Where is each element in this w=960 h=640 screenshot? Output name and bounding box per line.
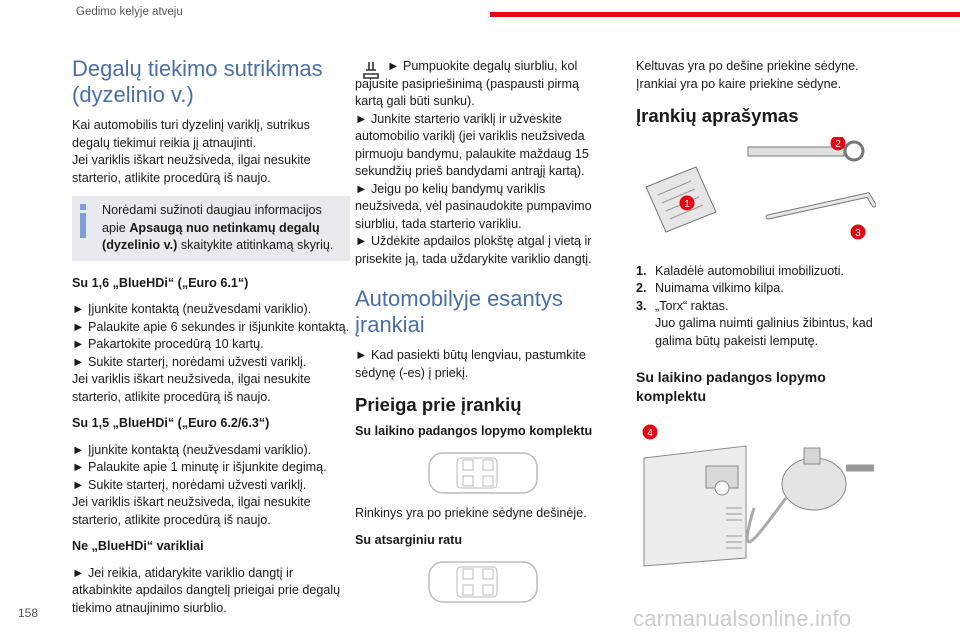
svg-text:2: 2 xyxy=(835,138,841,150)
paragraph: Kai automobilis turi dyzelinį variklį, sutrikus degalų tiekimui reikia jį atnaujinti. xyxy=(72,118,310,150)
compressor-icon xyxy=(644,446,746,566)
subheading: Su laikino padangos lopymo komplektu xyxy=(636,369,826,404)
step: ► Pakartokite procedūrą 10 kartų. xyxy=(72,337,264,351)
paragraph: Jei variklis iškart neužsiveda, ilgai nesukite starterio, atlikite procedūrą iš naujo. xyxy=(72,495,311,527)
heading: Įrankių aprašymas xyxy=(636,105,799,126)
heading: Prieiga prie įrankių xyxy=(355,394,522,415)
step: ► Junkite starterio variklį ir užveskite automobilio variklį (jei variklis neužsiveda pirmuoju bandymu, palaukite maždaug 15 sekundžių prieš bandydami antrąjį kartą). xyxy=(355,111,589,178)
watermark: carmanualsonline.info xyxy=(633,606,852,631)
note-text: skaitykite atitinkamą skyrių. xyxy=(177,238,334,252)
paragraph: Rinkinys yra po priekine sėdyne dešinėje. xyxy=(355,506,587,520)
column-1 xyxy=(72,56,350,617)
page-number: 158 xyxy=(18,606,39,620)
step: ► Įjunkite kontaktą (neužvesdami variklio). xyxy=(72,302,312,316)
subheading: Su 1,5 „BlueHDi“ („Euro 6.2/6.3“) xyxy=(72,416,270,430)
section-title: Degalų tiekimo sutrikimas (dyzelinio v.) xyxy=(72,56,323,107)
svg-text:3: 3 xyxy=(855,227,861,239)
repair-kit-illustration xyxy=(636,418,886,568)
header-accent-bar xyxy=(490,12,960,17)
step: ► Kad pasiekti būtų lengviau, pastumkite sėdynę (-es) į priekį. xyxy=(355,348,586,380)
column-2 xyxy=(355,58,610,605)
towing-eye-icon xyxy=(748,142,863,160)
badge-3 xyxy=(851,224,866,239)
step: ► Jei reikia, atidarykite variklio dangtį ir atkabinkite apdailos dangtelį prieigai prie degalų tiekimo atnaujinimo siurblio. xyxy=(72,565,341,615)
step: ► Įjunkite kontaktą (neužvesdami variklio). xyxy=(72,442,312,457)
list-item: 1. Kaladėlė automobiliui imobilizuoti. xyxy=(636,263,845,278)
paragraph: Įrankiai yra po kaire priekine sėdyne. xyxy=(636,76,842,91)
subheading: Ne „BlueHDi“ varikliai xyxy=(72,539,204,553)
step: ► Sukite starterį, norėdami užvesti variklį. xyxy=(72,477,307,492)
car-top-view-icon xyxy=(427,450,539,496)
subheading: Su 1,6 „BlueHDi“ („Euro 6.1“) xyxy=(72,275,249,290)
step: ► Jeigu po kelių bandymų variklis neužsiveda, vėl pasinaudokite pumpavimo siurbliu, tada starterio varikliu. xyxy=(355,181,592,231)
note-bold: Apsaugą nuo netinkamų degalų (dyzelinio v.) xyxy=(102,220,320,252)
running-header: Gedimo kelyje atveju xyxy=(76,6,183,18)
step: ► Uždėkite apdailos plokštę atgal į vietą ir prisekite ją, tada uždarykite variklio dangtį. xyxy=(355,234,592,266)
torx-key-icon xyxy=(768,195,874,217)
paragraph: Jei variklis iškart neužsiveda, ilgai nesukite starterio, atlikite procedūrą iš naujo. xyxy=(72,153,311,185)
svg-text:4: 4 xyxy=(647,428,653,439)
info-icon xyxy=(80,204,86,238)
list-item-detail: Juo galima nuimti galinius žibintus, kad galima būtų pakeisti lemputę. xyxy=(655,316,873,348)
svg-text:1: 1 xyxy=(684,198,690,210)
step: ► Pumpuokite degalų siurbliu, kol pajusite pasipriešinimą (paspausti pirmą kartą gali būti sunku). xyxy=(355,59,579,108)
step: ► Palaukite apie 1 minutę ir išjunkite degimą. xyxy=(72,460,327,474)
hand-pump-icon xyxy=(361,60,381,82)
info-note xyxy=(72,196,350,261)
badge-1 xyxy=(680,195,695,210)
car-top-view-icon xyxy=(427,559,539,605)
list-item: 3. „Torx“ raktas. xyxy=(636,298,729,313)
paragraph: Keltuvas yra po dešine priekine sėdyne. xyxy=(636,59,859,73)
tool-list xyxy=(636,263,896,351)
section-title: Automobilyje esantys įrankiai xyxy=(355,286,563,337)
note-text: Norėdami sužinoti daugiau informacijos apie xyxy=(102,203,322,235)
sealant-bottle-icon xyxy=(747,448,874,542)
badge-4 xyxy=(643,425,658,440)
list-item: 2. Nuimama vilkimo kilpa. xyxy=(636,281,784,295)
tool-tip-block xyxy=(355,58,610,111)
paragraph: Jei variklis iškart neužsiveda, ilgai nesukite starterio, atlikite procedūrą iš naujo. xyxy=(72,372,311,404)
tools-illustration xyxy=(636,137,876,247)
subheading: Su atsarginiu ratu xyxy=(355,532,463,547)
step: ► Sukite starterį, norėdami užvesti variklį. xyxy=(72,354,307,369)
step: ► Palaukite apie 6 sekundes ir išjunkite kontaktą. xyxy=(72,319,350,334)
subheading: Su laikino padangos lopymo komplektu xyxy=(355,423,593,438)
column-3 xyxy=(636,58,896,568)
